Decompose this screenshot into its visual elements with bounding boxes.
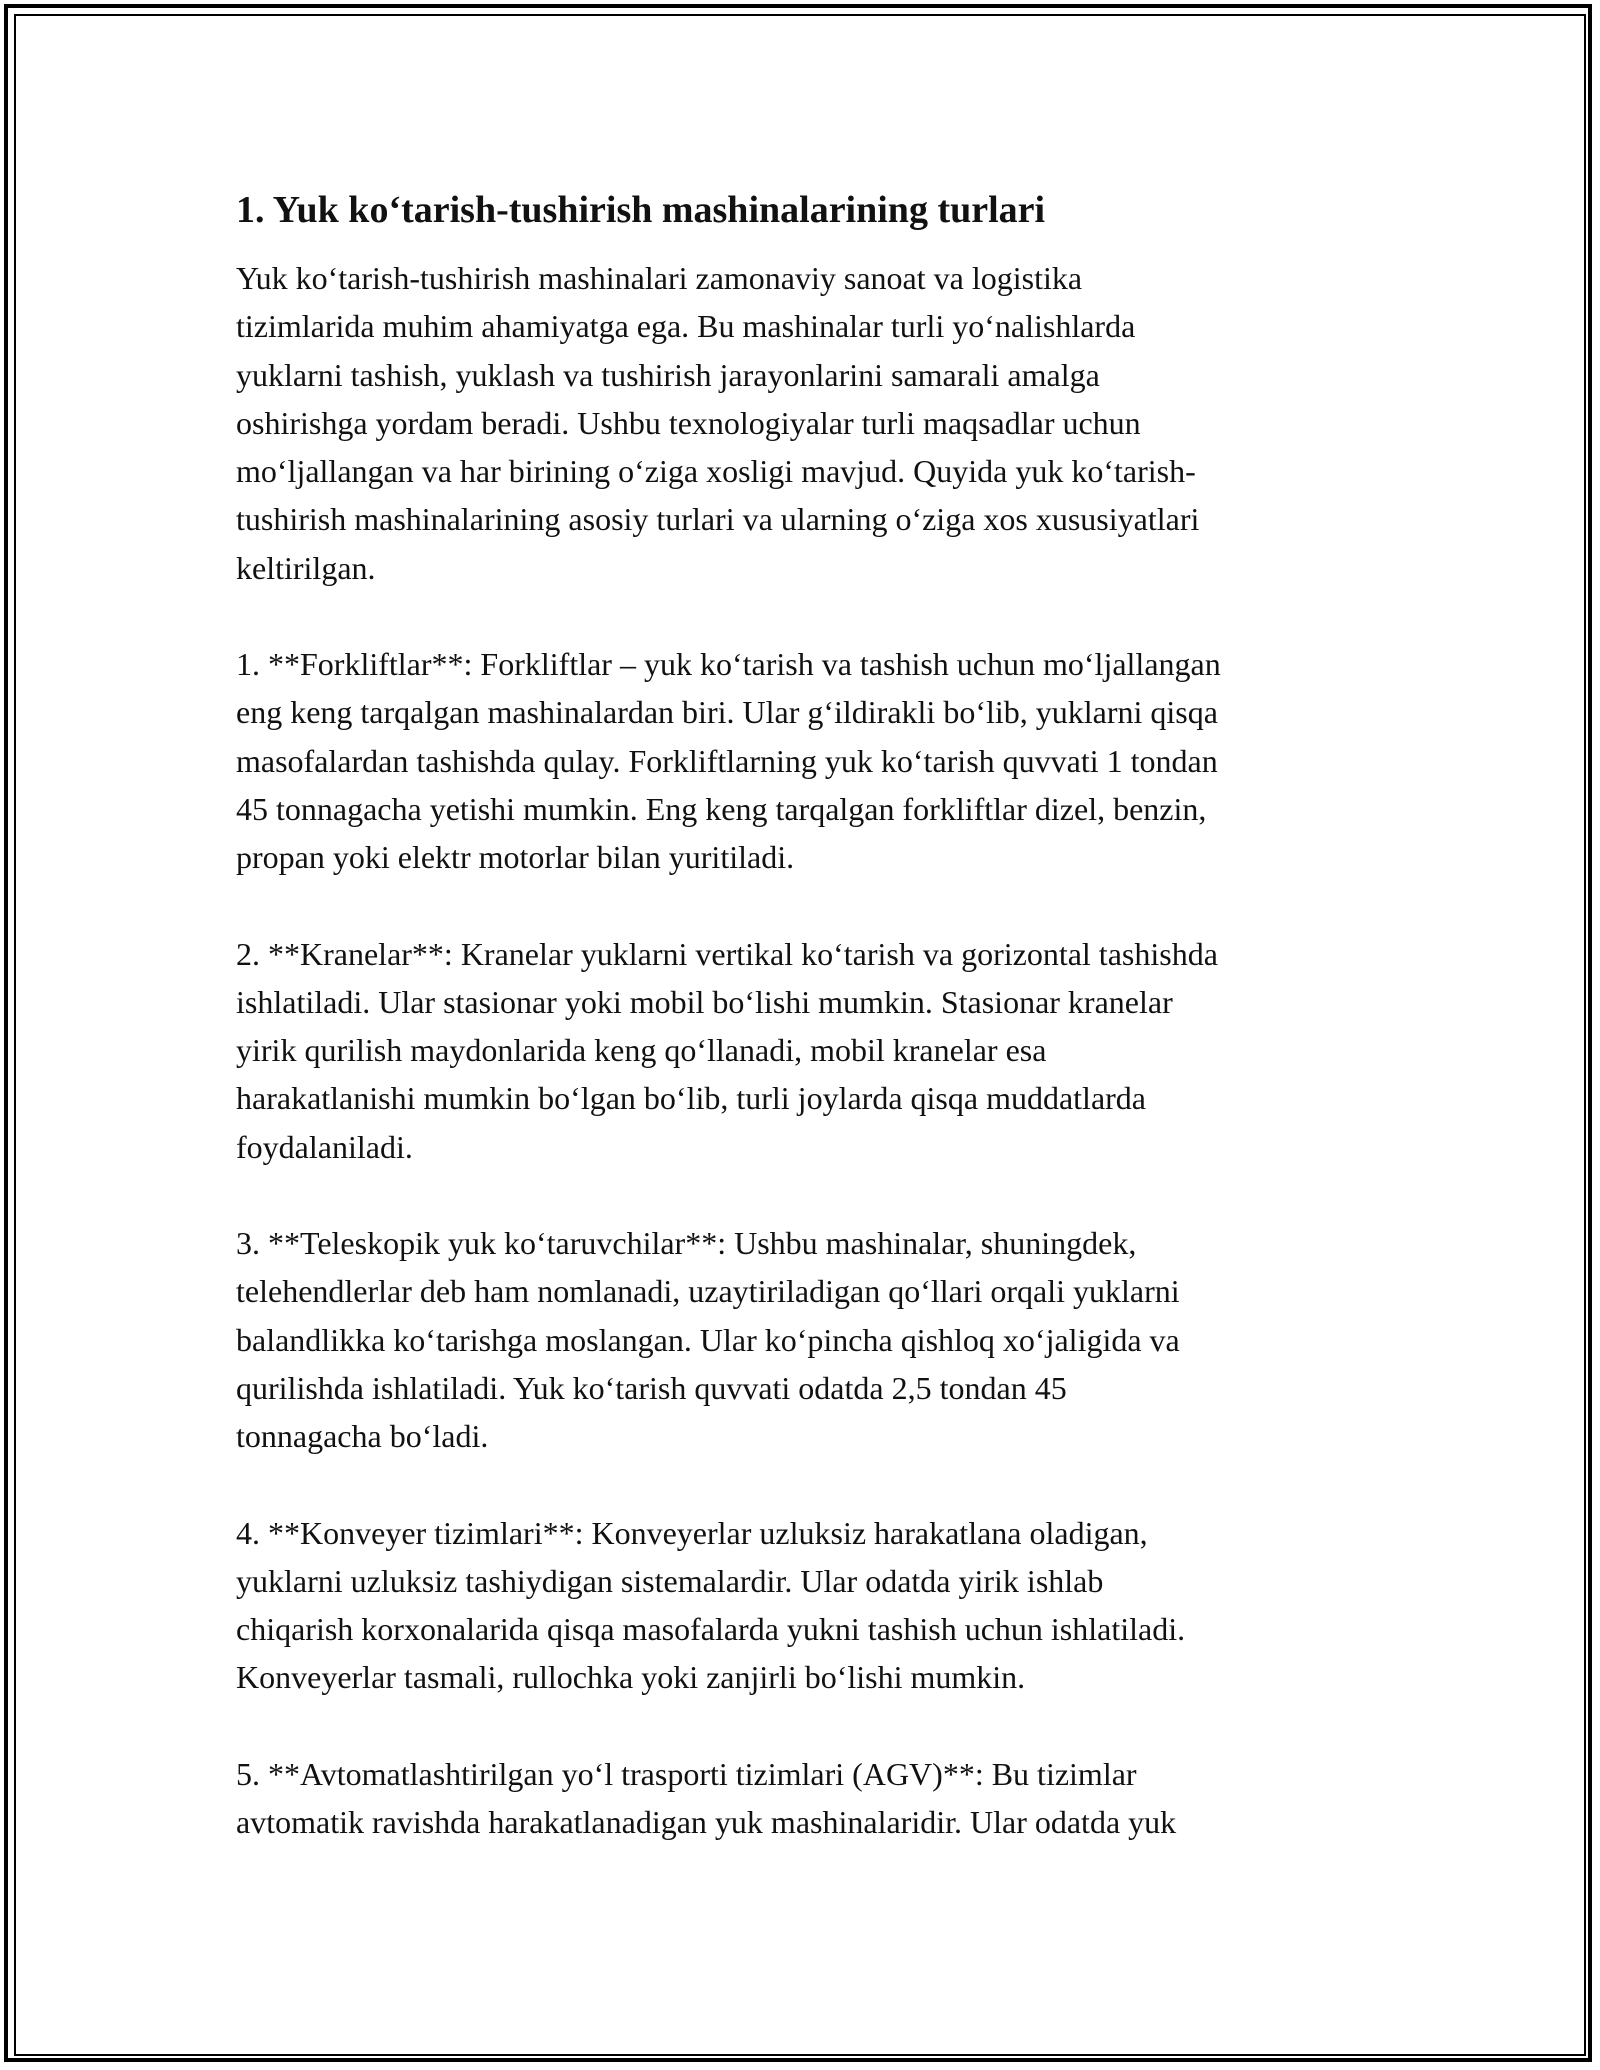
text-line: oshirishga yordam beradi. Ushbu texnologiyalar turli maqsadlar uchun [236, 404, 1141, 441]
list-item-agv [236, 1750, 1366, 1847]
document-body [236, 186, 1366, 1846]
text-line: 5. **Avtomatlashtirilgan yo‘l trasporti tizimlari (AGV)**: Bu tizimlar [236, 1755, 1137, 1792]
paragraph-gap [236, 882, 1366, 930]
paragraph-gap [236, 1702, 1366, 1750]
paragraph-gap [236, 1461, 1366, 1509]
text-line: foydalaniladi. [236, 1128, 413, 1165]
text-line: 2. **Kranelar**: Kranelar yuklarni vertikal ko‘tarish va gorizontal tashishda [236, 935, 1218, 972]
text-line: eng keng tarqalgan mashinalardan biri. Ular g‘ildirakli bo‘lib, yuklarni qisqa [236, 694, 1218, 731]
list-item-conveyors [236, 1509, 1366, 1702]
text-line: yuklarni tashish, yuklash va tushirish jarayonlarini samarali amalga [236, 356, 1100, 393]
text-line: mo‘ljallangan va har birining o‘ziga xosligi mavjud. Quyida yuk ko‘tarish- [236, 453, 1196, 490]
list-item-cranes [236, 930, 1366, 1171]
list-item-telehandlers [236, 1219, 1366, 1460]
text-line: Yuk ko‘tarish-tushirish mashinalari zamonaviy sanoat va logistika [236, 260, 1083, 296]
text-line: 3. **Teleskopik yuk ko‘taruvchilar**: Ushbu mashinalar, shuningdek, [236, 1225, 1137, 1262]
text-line: harakatlanishi mumkin bo‘lgan bo‘lib, turli joylarda qisqa muddatlarda [236, 1080, 1146, 1117]
text-line: yuklarni uzluksiz tashiydigan sistemalardir. Ular odatda yirik ishlab [236, 1562, 1104, 1599]
section-heading: 1. Yuk ko‘tarish-tushirish mashinalarining turlari [236, 189, 1046, 231]
text-line: avtomatik ravishda harakatlanadigan yuk mashinalaridir. Ular odatda yuk [236, 1804, 1177, 1841]
text-line: qurilishda ishlatiladi. Yuk ko‘tarish quvvati odatda 2,5 tondan 45 [236, 1369, 1067, 1406]
text-line: tushirish mashinalarining asosiy turlari va ularning o‘ziga xos xususiyatlari [236, 501, 1200, 538]
text-line: keltirilgan. [236, 549, 376, 586]
text-line: masofalardan tashishda qulay. Forkliftlarning yuk ko‘tarish quvvati 1 tondan [236, 742, 1218, 779]
text-line: balandlikka ko‘tarishga moslangan. Ular ko‘pincha qishloq xo‘jaligida va [236, 1321, 1180, 1358]
text-line: tonnagacha bo‘ladi. [236, 1418, 489, 1455]
text-line: tizimlarida muhim ahamiyatga ega. Bu mashinalar turli yo‘nalishlarda [236, 308, 1136, 345]
intro-paragraph [236, 254, 1366, 592]
text-line: Konveyerlar tasmali, rullochka yoki zanjirli bo‘lishi mumkin. [236, 1659, 1026, 1696]
list-item-forklifts [236, 640, 1366, 881]
text-line: 45 tonnagacha yetishi mumkin. Eng keng tarqalgan forkliftlar dizel, benzin, [236, 790, 1207, 827]
text-line: 1. **Forkliftlar**: Forkliftlar – yuk ko‘tarish va tashish uchun mo‘ljallangan [236, 646, 1221, 683]
text-line: 4. **Konveyer tizimlari**: Konveyerlar uzluksiz harakatlana oladigan, [236, 1514, 1148, 1551]
text-line: telehendlerlar deb ham nomlanadi, uzaytiriladigan qo‘llari orqali yuklarni [236, 1273, 1180, 1310]
text-line: propan yoki elektr motorlar bilan yuritiladi. [236, 839, 795, 876]
text-line: yirik qurilish maydonlarida keng qo‘llanadi, mobil kranelar esa [236, 1032, 1047, 1069]
text-line: ishlatiladi. Ular stasionar yoki mobil bo‘lishi mumkin. Stasionar kranelar [236, 983, 1173, 1020]
paragraph-gap [236, 592, 1366, 640]
text-line: chiqarish korxonalarida qisqa masofalarda yukni tashish uchun ishlatiladi. [236, 1611, 1186, 1648]
paragraph-gap [236, 1171, 1366, 1219]
